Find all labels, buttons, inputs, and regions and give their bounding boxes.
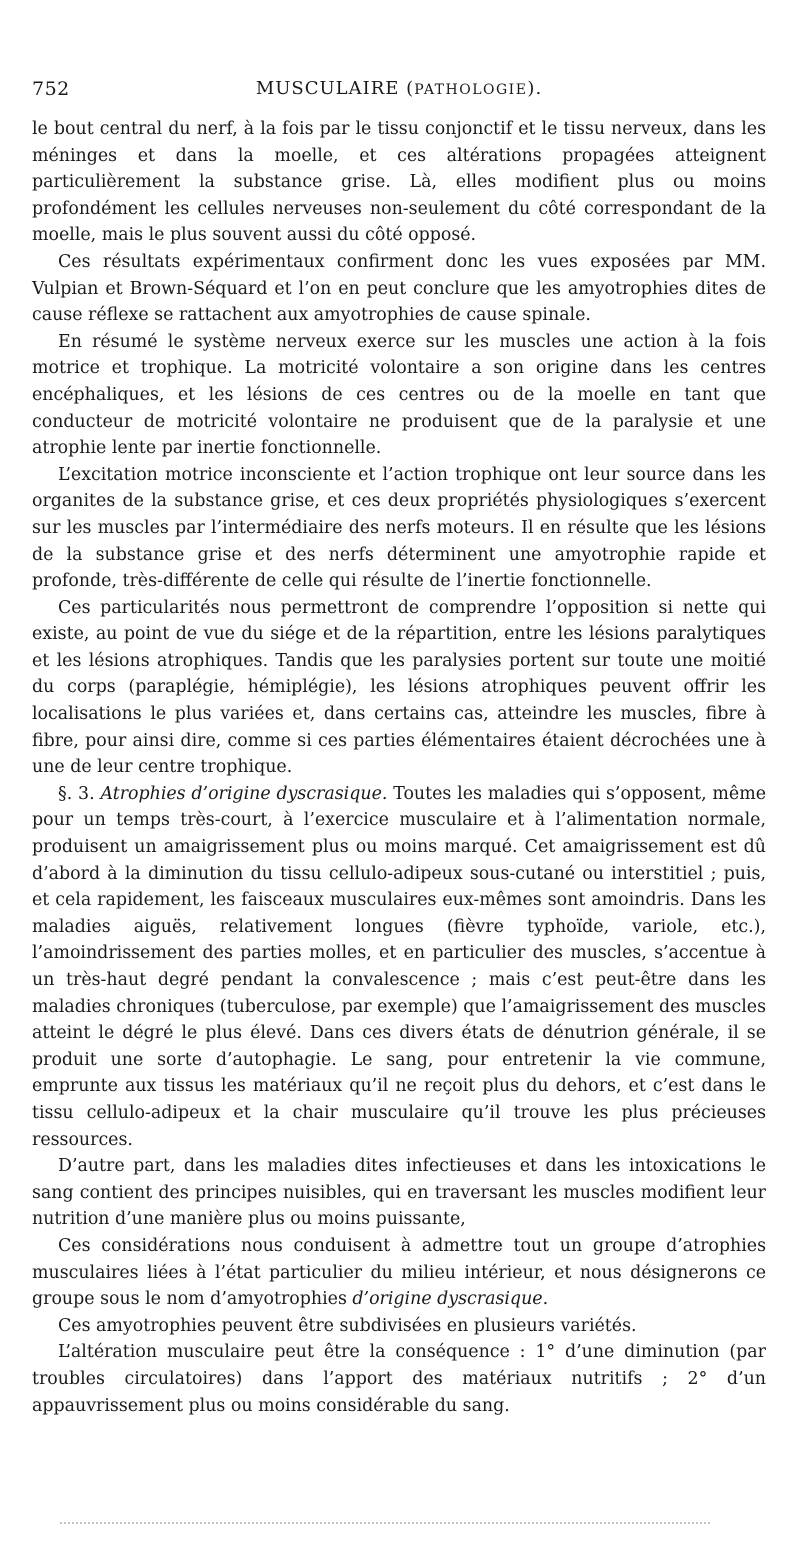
running-title-paren-close: ). [527,78,543,99]
paragraph-text: Ces considérations nous conduisent à admettre tout un groupe d’atrophies musculaires liées à l’état particulier du milieu intérieur, et nous désignerons ce groupe sous le nom d’amyotrophies [32,1235,766,1310]
running-title-paren-open: ( [399,78,415,99]
footer-rule [60,1522,710,1524]
paragraph: L’excitation motrice inconsciente et l’action trophique ont leur source dans les organites de la substance grise, et ces deux propriétés physiologiques s’exercent sur les muscles par l’intermédiaire des nerfs moteurs. Il en résulte que les lésions de la substance grise et des nerfs déterminent une amyotrophie rapide et profonde, très-différente de celle qui résulte de l’inertie fonctionnelle. [32,464,766,592]
page-number: 752 [32,78,70,100]
section-title: Atrophies d’origine dyscrasique. [100,783,388,804]
section-number: §. 3. [58,783,95,804]
running-title [32,78,766,99]
paragraph: Ces amyotrophies peuvent être subdivisées en plusieurs variétés. [58,1315,637,1336]
section-text: Toutes les maladies qui s’opposent, même pour un temps très-court, à l’exercice musculaire et à l’alimentation normale, produisent un amaigrissement plus ou moins marqué. Cet amaigrissement est dû d’abord à la diminution du tissu cellulo-adipeux sous-cutané ou interstitiel ; puis, et cela rapidement, les faisceaux musculaires eux-mêmes sont amoindris. Dans les maladies aiguës, relativement longues (fièvre typhoïde, variole, etc.), l’amoindrissement des parties molles, et en particulier des muscles, s’accentue à un très-haut degré pendant la convalescence ; mais c’est peut-être dans les maladies chroniques (tuberculose, par exemple) que l’amaigrissement des muscles atteint le dégré le plus élevé. Dans ces divers états de dénutrion générale, il se produit une sorte d’autophagie. Le sang, pour entretenir la vie commune, emprunte aux tissus les matériaux qu’il ne reçoit plus du dehors, et c’est dans le tissu cellulo-adipeux et la chair musculaire qu’il trouve les plus précieuses ressources. [32,783,766,1150]
page-header [32,78,766,108]
paragraph: D’autre part, dans les maladies dites infectieuses et dans les intoxications le sang contient des principes nuisibles, qui en traversant les muscles modifient leur nutrition d’une manière plus ou moins puissante, [32,1156,766,1230]
paragraph-continued: le bout central du nerf, à la fois par le tissu conjonctif et le tissu nerveux, dans les méninges et dans la moelle, et ces altérations propagées atteignent particulièrement la substance grise. Là, elles modifient plus ou moins profondément les cellules nerveuses non-seulement du côté correspondant de la moelle, mais le plus souvent aussi du côté opposé. [32,119,766,246]
section-paragraph [32,781,766,1153]
running-title-sub: PATHOLOGIE [414,82,528,98]
paragraph-text-end: . [542,1289,549,1310]
running-title-main: MUSCULAIRE [255,78,400,99]
document-page [32,78,766,1419]
paragraph: L’altération musculaire peut être la conséquence : 1° d’une diminution (par troubles circulatoires) dans l’apport des matériaux nutritifs ; 2° d’un appauvrissement plus ou moins considérable du sang. [32,1342,766,1416]
paragraph: Ces particularités nous permettront de comprendre l’opposition si nette qui existe, au point de vue du siége et de la répartition, entre les lésions paralytiques et les lésions atrophiques. Tandis que les paralysies portent sur toute une moitié du corps (paraplégie, hémiplégie), les lésions atrophiques peuvent offrir les localisations le plus variées et, dans certains cas, atteindre les muscles, fibre à fibre, pour ainsi dire, comme si ces parties élémentaires étaient décrochées une à une de leur centre trophique. [32,597,766,778]
paragraph: En résumé le système nerveux exerce sur les muscles une action à la fois motrice et trophique. La motricité volontaire a son origine dans les centres encéphaliques, et les lésions de ces centres ou de la moelle en tant que conducteur de motricité volontaire ne produisent que de la paralysie et une atrophie lente par inertie fonctionnelle. [32,331,766,459]
paragraph: Ces résultats expérimentaux confirment donc les vues exposées par MM. Vulpian et Brown-Séquard et l’on en peut conclure que les amyotrophies dites de cause réflexe se rattachent aux amyotrophies de cause spinale. [32,251,766,326]
italic-term: d’origine dyscrasique [352,1289,543,1310]
paragraph [32,1233,766,1313]
body-text [32,116,766,1419]
